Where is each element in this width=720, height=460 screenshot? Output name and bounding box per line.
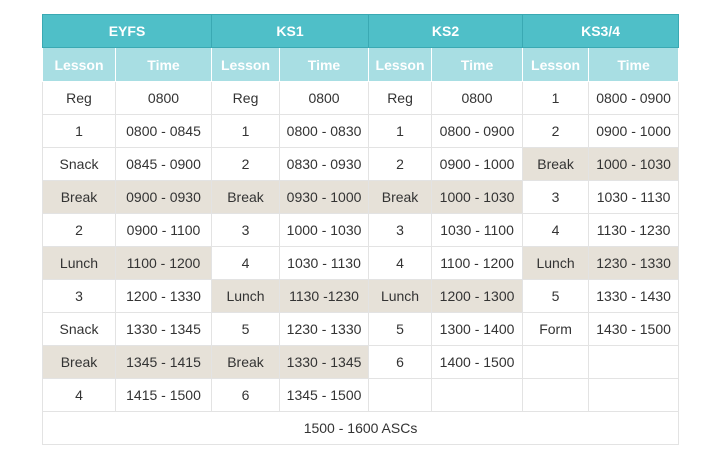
lesson-cell: Lunch	[369, 280, 432, 313]
time-cell: 1130 - 1230	[589, 214, 679, 247]
time-cell	[432, 379, 523, 412]
lesson-cell: Lunch	[212, 280, 280, 313]
time-cell: 1000 - 1030	[280, 214, 369, 247]
time-cell: 0845 - 0900	[116, 148, 212, 181]
lesson-cell: 4	[523, 214, 589, 247]
time-cell: 0900 - 1000	[432, 148, 523, 181]
timetable-row	[43, 313, 679, 346]
timetable-container	[42, 14, 678, 445]
time-cell: 1100 - 1200	[432, 247, 523, 280]
lesson-cell: Lunch	[43, 247, 116, 280]
timetable-row	[43, 115, 679, 148]
timetable-body	[43, 82, 679, 412]
time-cell: 0800 - 0900	[432, 115, 523, 148]
time-cell: 1345 - 1415	[116, 346, 212, 379]
phase-header-ks3-4: KS3/4	[523, 15, 679, 48]
lesson-cell: Reg	[43, 82, 116, 115]
time-cell: 1300 - 1400	[432, 313, 523, 346]
time-cell: 1330 - 1345	[116, 313, 212, 346]
lesson-cell: Form	[523, 313, 589, 346]
column-header-row	[43, 48, 679, 82]
time-column-header: Time	[116, 48, 212, 82]
time-cell: 0800 - 0900	[589, 82, 679, 115]
lesson-cell: 4	[43, 379, 116, 412]
time-cell: 1030 - 1130	[280, 247, 369, 280]
lesson-cell: Break	[523, 148, 589, 181]
lesson-cell: Reg	[212, 82, 280, 115]
lesson-cell: 4	[212, 247, 280, 280]
lesson-cell: 5	[369, 313, 432, 346]
timetable-row	[43, 148, 679, 181]
time-cell: 1230 - 1330	[589, 247, 679, 280]
time-cell: 0900 - 1100	[116, 214, 212, 247]
timetable-row	[43, 82, 679, 115]
lesson-cell: 3	[369, 214, 432, 247]
time-cell: 0800	[280, 82, 369, 115]
time-cell: 1030 - 1130	[589, 181, 679, 214]
lesson-cell: 2	[523, 115, 589, 148]
lesson-cell: 2	[43, 214, 116, 247]
lesson-cell: Reg	[369, 82, 432, 115]
time-cell: 1415 - 1500	[116, 379, 212, 412]
phase-header-row	[43, 15, 679, 48]
lesson-cell: 2	[369, 148, 432, 181]
time-cell: 0900 - 0930	[116, 181, 212, 214]
phase-header-ks1: KS1	[212, 15, 369, 48]
lesson-cell: Break	[212, 346, 280, 379]
time-cell: 1230 - 1330	[280, 313, 369, 346]
time-cell: 1345 - 1500	[280, 379, 369, 412]
timetable-row	[43, 280, 679, 313]
lesson-cell: 1	[369, 115, 432, 148]
lesson-cell: Snack	[43, 313, 116, 346]
time-cell	[589, 379, 679, 412]
time-cell: 1330 - 1345	[280, 346, 369, 379]
time-column-header: Time	[432, 48, 523, 82]
lesson-cell: 6	[369, 346, 432, 379]
time-cell: 1400 - 1500	[432, 346, 523, 379]
lesson-column-header: Lesson	[369, 48, 432, 82]
time-cell: 1330 - 1430	[589, 280, 679, 313]
after-school-clubs-cell: 1500 - 1600 ASCs	[43, 412, 679, 445]
time-column-header: Time	[280, 48, 369, 82]
time-cell: 1100 - 1200	[116, 247, 212, 280]
lesson-cell: 4	[369, 247, 432, 280]
lesson-cell: 5	[212, 313, 280, 346]
time-cell: 0830 - 0930	[280, 148, 369, 181]
time-cell: 0800 - 0845	[116, 115, 212, 148]
phase-header-ks2: KS2	[369, 15, 523, 48]
time-cell: 1430 - 1500	[589, 313, 679, 346]
lesson-cell: Break	[212, 181, 280, 214]
time-cell: 1200 - 1330	[116, 280, 212, 313]
lesson-cell: 1	[212, 115, 280, 148]
time-cell: 1000 - 1030	[432, 181, 523, 214]
time-cell: 0930 - 1000	[280, 181, 369, 214]
lesson-cell	[369, 379, 432, 412]
footer-row	[43, 412, 679, 445]
lesson-cell: Break	[43, 346, 116, 379]
time-cell	[589, 346, 679, 379]
time-cell: 0800	[116, 82, 212, 115]
timetable-row	[43, 346, 679, 379]
lesson-column-header: Lesson	[212, 48, 280, 82]
lesson-cell: 1	[523, 82, 589, 115]
phase-header-eyfs: EYFS	[43, 15, 212, 48]
time-cell: 1130 -1230	[280, 280, 369, 313]
lesson-cell: Break	[369, 181, 432, 214]
lesson-column-header: Lesson	[523, 48, 589, 82]
lesson-cell: 6	[212, 379, 280, 412]
time-cell: 1030 - 1100	[432, 214, 523, 247]
timetable-row	[43, 247, 679, 280]
lesson-cell: 5	[523, 280, 589, 313]
time-cell: 1200 - 1300	[432, 280, 523, 313]
timetable-row	[43, 379, 679, 412]
school-day-timetable	[42, 14, 679, 445]
lesson-cell	[523, 379, 589, 412]
lesson-cell: Snack	[43, 148, 116, 181]
timetable-row	[43, 214, 679, 247]
lesson-cell: Lunch	[523, 247, 589, 280]
lesson-cell	[523, 346, 589, 379]
lesson-cell: 3	[43, 280, 116, 313]
lesson-cell: 3	[212, 214, 280, 247]
time-cell: 1000 - 1030	[589, 148, 679, 181]
lesson-cell: 3	[523, 181, 589, 214]
timetable-row	[43, 181, 679, 214]
time-cell: 0800	[432, 82, 523, 115]
lesson-column-header: Lesson	[43, 48, 116, 82]
lesson-cell: Break	[43, 181, 116, 214]
time-cell: 0900 - 1000	[589, 115, 679, 148]
lesson-cell: 1	[43, 115, 116, 148]
time-cell: 0800 - 0830	[280, 115, 369, 148]
lesson-cell: 2	[212, 148, 280, 181]
time-column-header: Time	[589, 48, 679, 82]
